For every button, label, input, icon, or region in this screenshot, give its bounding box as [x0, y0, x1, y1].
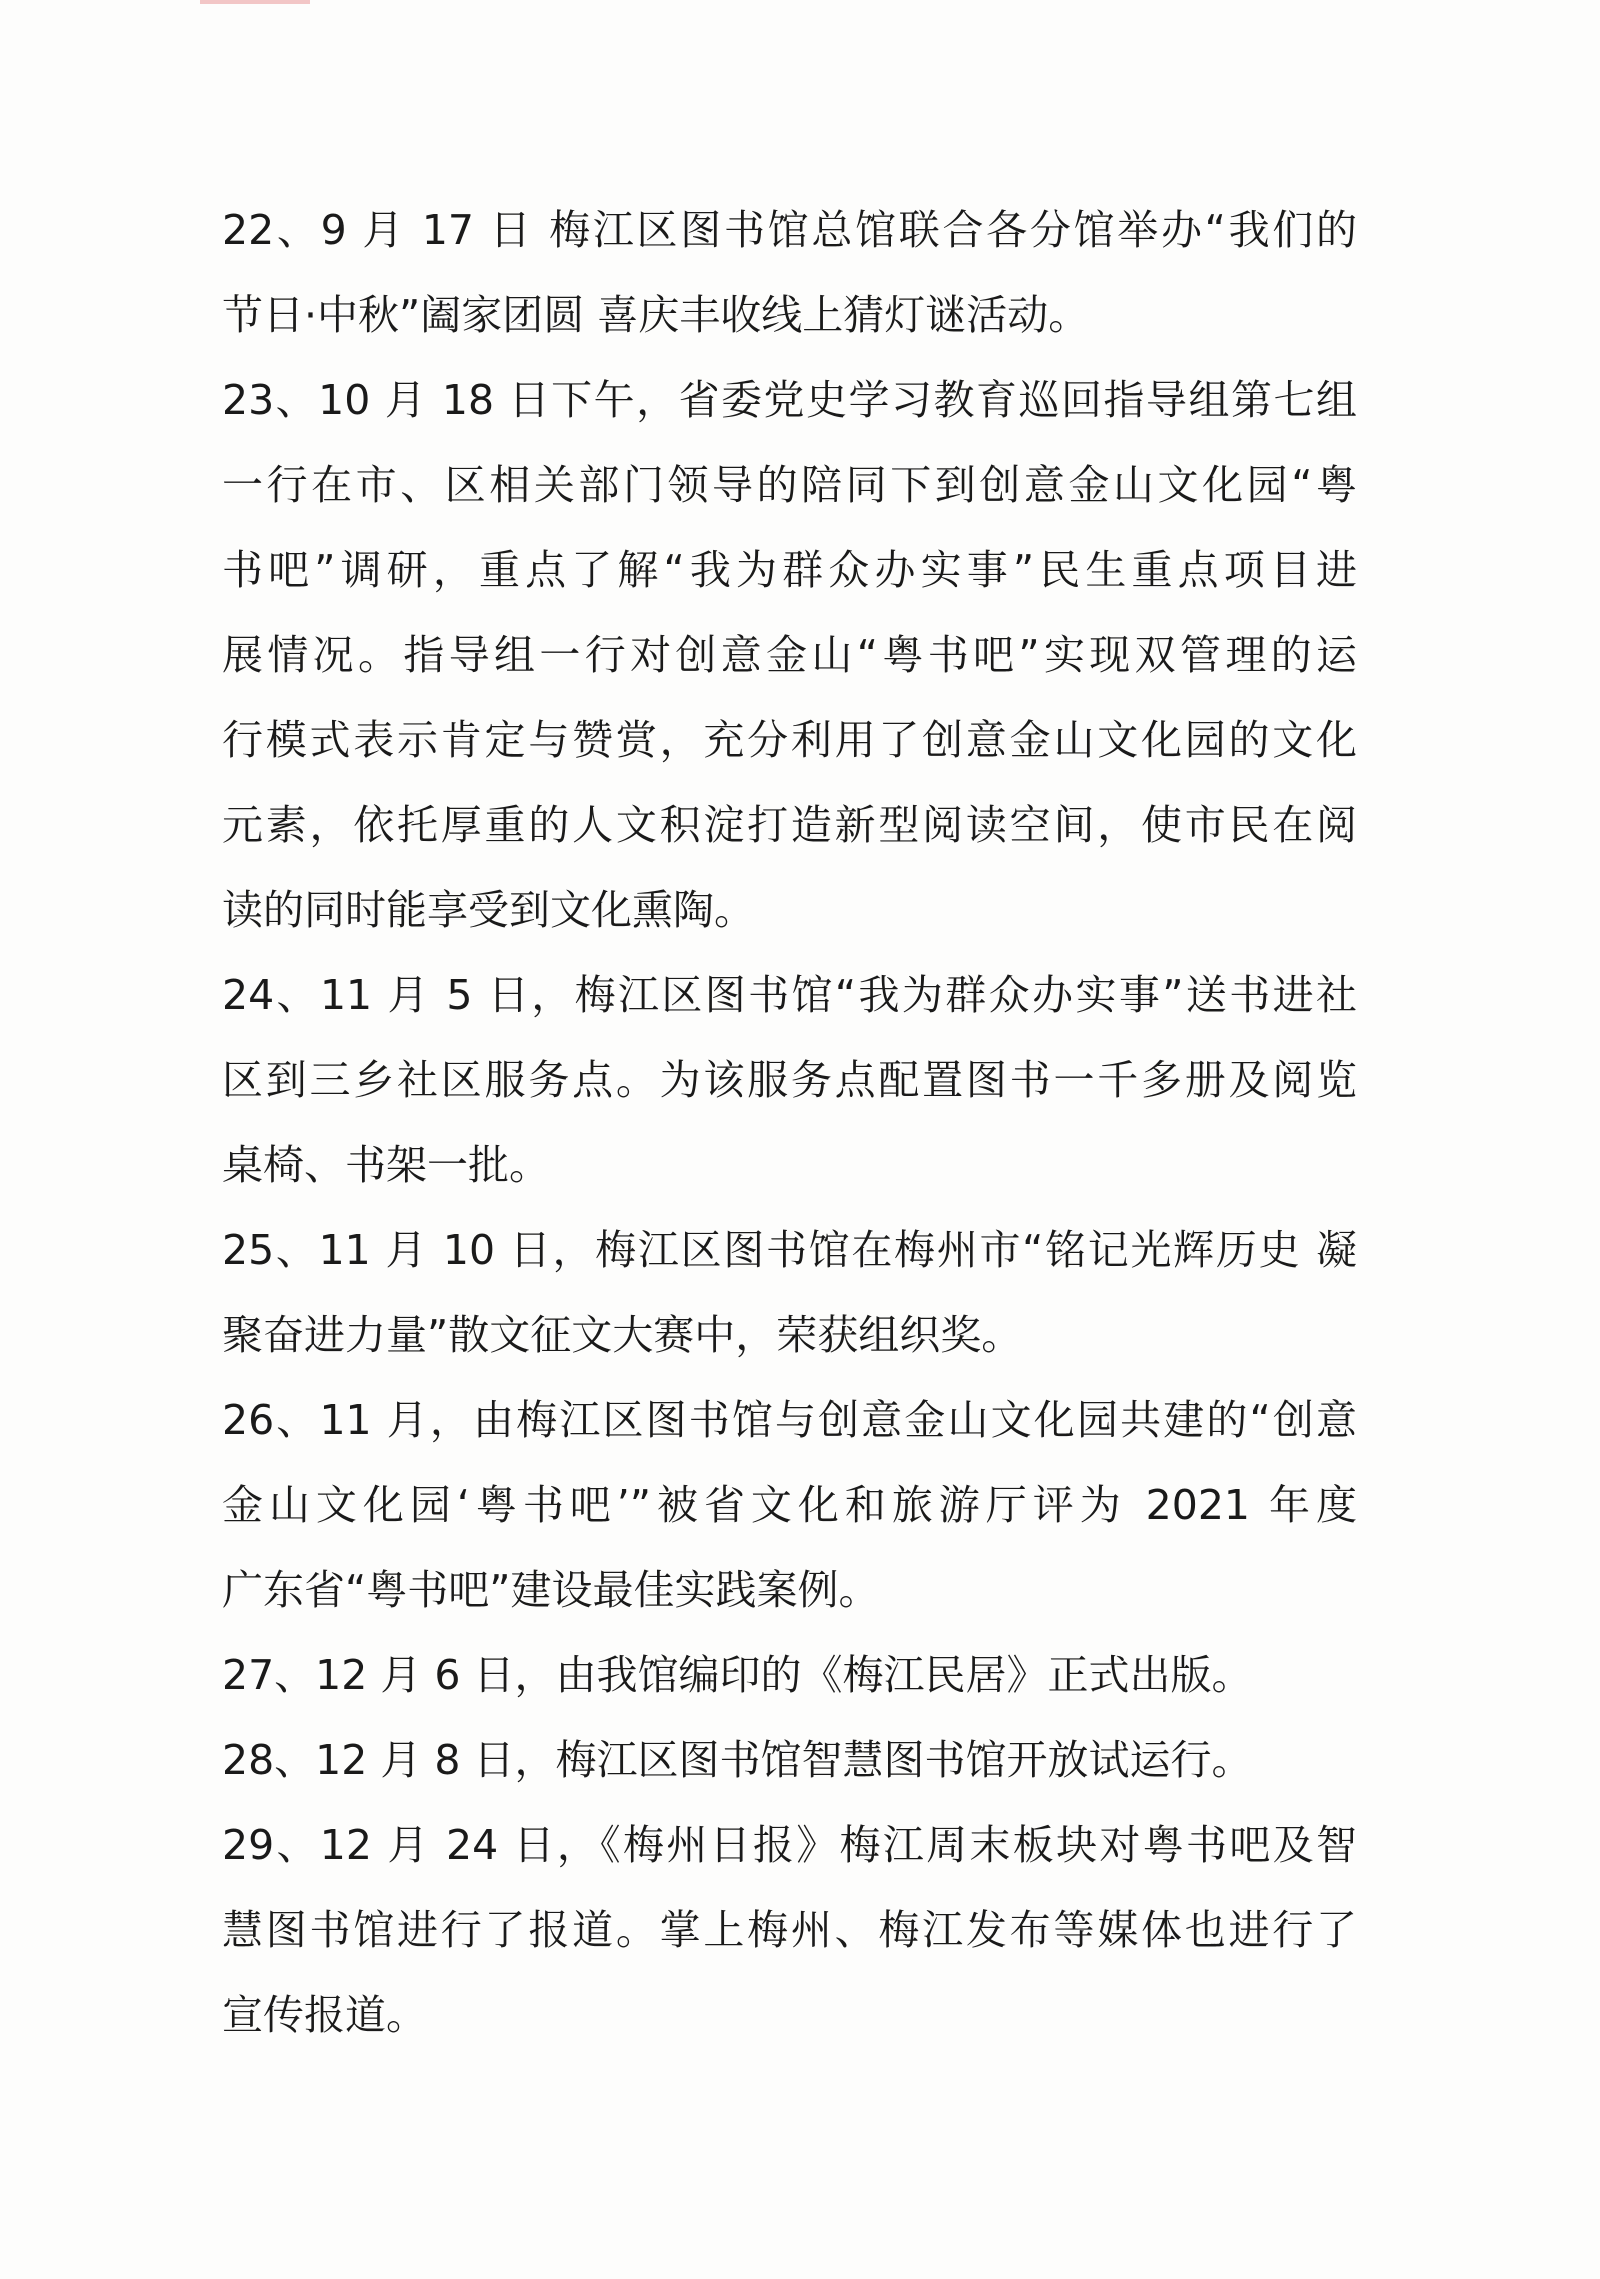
text-line: 桌椅、书架一批。 — [222, 1141, 550, 1189]
text-line: 22、9 月 17 日 梅江区图书馆总馆联合各分馆举办“我们的 — [222, 206, 1357, 254]
text-line: 书吧”调研，重点了解“我为群众办实事”民生重点项目进 — [222, 546, 1357, 594]
list-item-23 — [222, 358, 1357, 953]
text-line: 金山文化园‘粤书吧’”被省文化和旅游厅评为 2021 年度 — [222, 1481, 1357, 1529]
list-item-29 — [222, 1803, 1357, 2058]
text-line: 慧图书馆进行了报道。掌上梅州、梅江发布等媒体也进行了 — [222, 1906, 1357, 1954]
text-line: 28、12 月 8 日，梅江区图书馆智慧图书馆开放试运行。 — [222, 1736, 1253, 1784]
text-line: 聚奋进力量”散文征文大赛中，荣获组织奖。 — [222, 1311, 1023, 1359]
list-item-22 — [222, 188, 1357, 358]
text-line: 24、11 月 5 日，梅江区图书馆“我为群众办实事”送书进社 — [222, 971, 1357, 1019]
text-line: 25、11 月 10 日，梅江区图书馆在梅州市“铭记光辉历史 凝 — [222, 1226, 1357, 1274]
text-line: 行模式表示肯定与赞赏，充分利用了创意金山文化园的文化 — [222, 716, 1357, 764]
text-line: 区到三乡社区服务点。为该服务点配置图书一千多册及阅览 — [222, 1056, 1357, 1104]
document-body — [222, 188, 1357, 2058]
list-item-26 — [222, 1378, 1357, 1633]
text-line: 26、11 月，由梅江区图书馆与创意金山文化园共建的“创意 — [222, 1396, 1357, 1444]
text-line: 23、10 月 18 日下午，省委党史学习教育巡回指导组第七组 — [222, 376, 1357, 424]
text-line: 广东省“粤书吧”建设最佳实践案例。 — [222, 1566, 880, 1614]
text-line: 27、12 月 6 日，由我馆编印的《梅江民居》正式出版。 — [222, 1651, 1253, 1699]
list-item-27 — [222, 1633, 1357, 1718]
list-item-28 — [222, 1718, 1357, 1803]
text-line: 节日·中秋”阖家团圆 喜庆丰收线上猜灯谜活动。 — [222, 291, 1090, 339]
text-line: 29、12 月 24 日，《梅州日报》梅江周末板块对粤书吧及智 — [222, 1821, 1357, 1869]
text-line: 元素，依托厚重的人文积淀打造新型阅读空间，使市民在阅 — [222, 801, 1357, 849]
text-line: 展情况。指导组一行对创意金山“粤书吧”实现双管理的运 — [222, 631, 1357, 679]
text-line: 读的同时能享受到文化熏陶。 — [222, 886, 755, 934]
red-edge-mark — [200, 0, 310, 4]
list-item-24 — [222, 953, 1357, 1208]
text-line: 一行在市、区相关部门领导的陪同下到创意金山文化园“粤 — [222, 461, 1357, 509]
text-line: 宣传报道。 — [222, 1991, 427, 2039]
list-item-25 — [222, 1208, 1357, 1378]
